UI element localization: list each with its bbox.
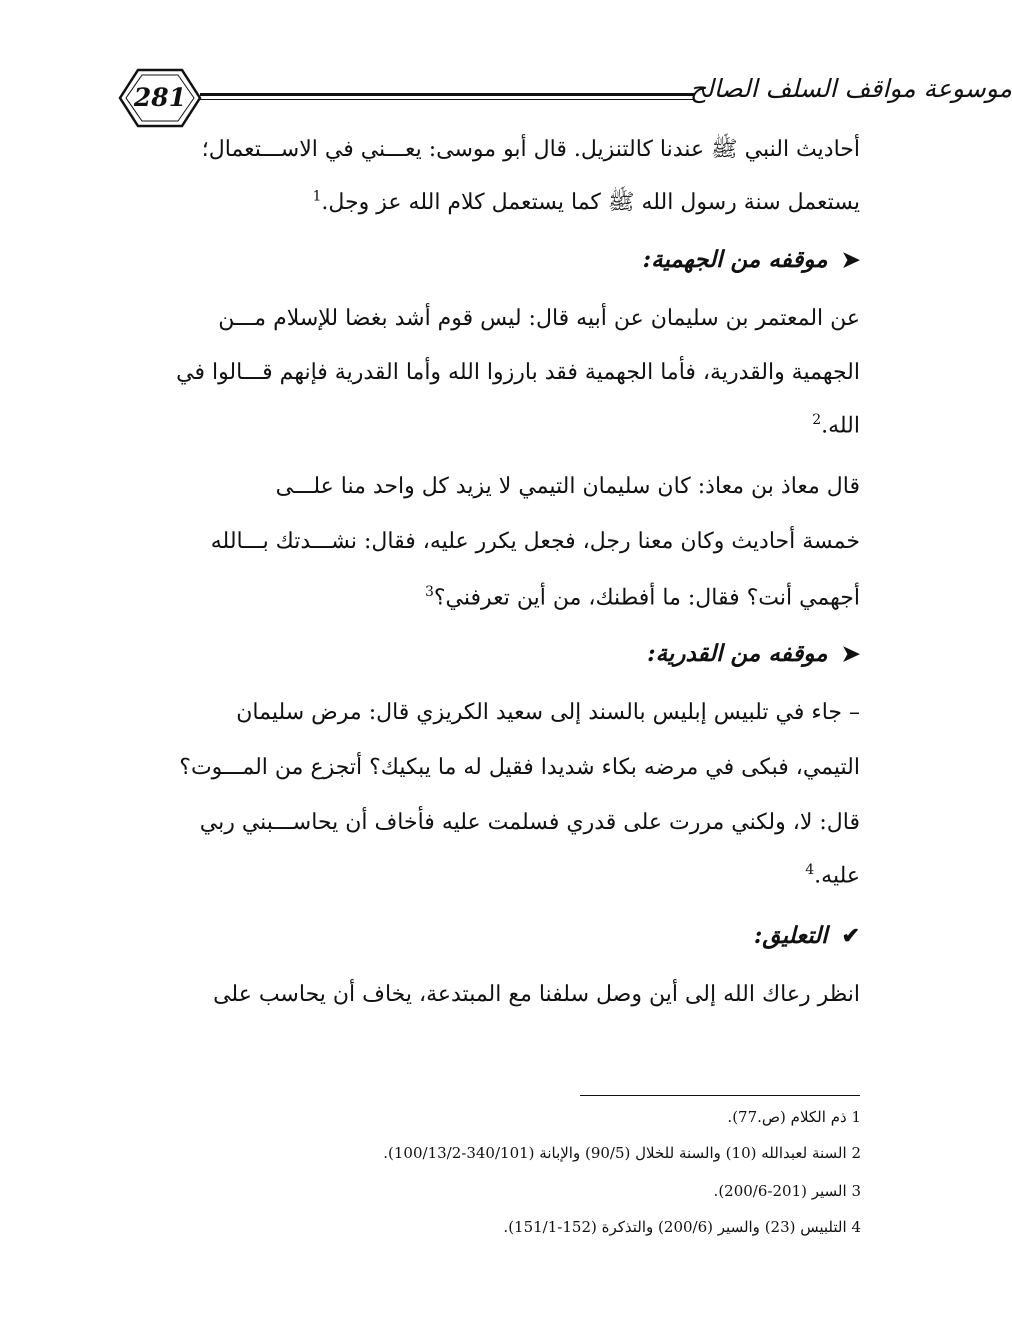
page-header bbox=[100, 68, 1012, 128]
text-line: أحاديث النبي ﷺ عندنا كالتنزيل. قال أبو موسى: يعـــني في الاســـتعمال؛ bbox=[201, 137, 860, 162]
text-line: قال معاذ بن معاذ: كان سليمان التيمي لا يزيد كل واحد منا علـــى bbox=[275, 474, 860, 499]
footnote-ref: 3 bbox=[424, 584, 434, 600]
page-number: 281 bbox=[133, 83, 187, 112]
text-line: عن المعتمر بن سليمان عن أبيه قال: ليس قوم أشد بغضا للإسلام مـــن bbox=[218, 306, 860, 331]
text-line: الله.$^2$ bbox=[812, 412, 860, 439]
section-heading: ✔التعليق: bbox=[753, 922, 860, 949]
text-line: التيمي، فبكى في مرضه بكاء شديدا فقيل له ما يبكيك؟ أتجزع من المـــوت؟ bbox=[179, 755, 860, 780]
footnote: 1 ذم الكلام (ص.77). bbox=[727, 1108, 861, 1126]
header-rule bbox=[200, 93, 694, 103]
section-heading: ➤موقفه من القدرية: bbox=[647, 640, 860, 667]
page-number-badge bbox=[118, 68, 202, 128]
checkmark-icon: ✔ bbox=[841, 923, 860, 949]
text-line: خمسة أحاديث وكان معنا رجل، فجعل يكرر عليه، فقال: نشـــدتك بـــالله bbox=[210, 529, 860, 554]
text-line: انظر رعاك الله إلى أين وصل سلفنا مع المبتدعة، يخاف أن يحاسب على bbox=[213, 982, 860, 1007]
text-line: يستعمل سنة رسول الله ﷺ كما يستعمل كلام الله عز وجل.$^1$ bbox=[312, 188, 860, 215]
text-line: قال: لا، ولكني مررت على قدري فسلمت عليه فأخاف أن يحاســـبني ربي bbox=[199, 810, 860, 835]
text-line: أجهمي أنت؟ فقال: ما أفطنك، من أين تعرفني؟$^3$ bbox=[424, 584, 860, 611]
footnote-ref: 1 bbox=[312, 188, 322, 205]
book-title: موسوعة مواقف السلف الصالح bbox=[690, 74, 1012, 103]
arrowhead-icon: ➤ bbox=[841, 247, 860, 273]
footnote-ref: 2 bbox=[812, 412, 822, 428]
arrowhead-icon: ➤ bbox=[841, 641, 860, 667]
footnote-ref: 4 bbox=[805, 862, 815, 878]
footnote-separator bbox=[580, 1095, 860, 1096]
section-heading: ➤موقفه من الجهمية: bbox=[642, 246, 860, 273]
footnote: 2 السنة لعبدالله (10) والسنة للخلال (90/5) والإبانة (340/101-100/13/2). bbox=[383, 1144, 861, 1162]
text-line: الجهمية والقدرية، فأما الجهمية فقد بارزوا الله وأما القدرية فإنهم قـــالوا في bbox=[176, 360, 860, 385]
footnote: 4 التلبيس (23) والسير (200/6) والتذكرة (152-151/1). bbox=[503, 1218, 861, 1236]
text-line: عليه.$^4$ bbox=[805, 862, 860, 889]
text-line: – جاء في تلبيس إبليس بالسند إلى سعيد الكريزي قال: مرض سليمان bbox=[236, 700, 860, 725]
footnote: 3 السير (201-200/6). bbox=[713, 1182, 861, 1200]
